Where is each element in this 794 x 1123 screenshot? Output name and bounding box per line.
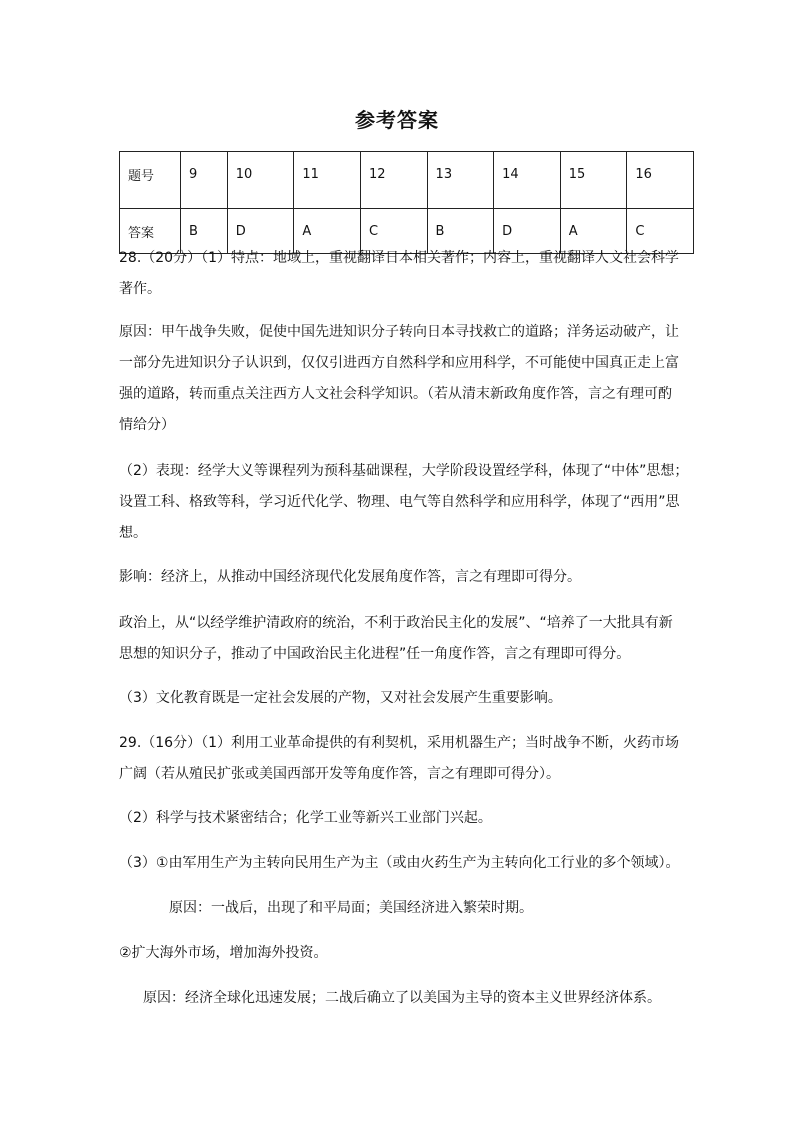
q28-part2	[119, 456, 694, 549]
text-line: 思想的知识分子，推动了中国政治民主化进程”任一角度作答，言之有理即可得分。	[119, 646, 631, 662]
table-cell: D	[494, 209, 561, 254]
text-line: 设置工科、格致等科，学习近代化学、物理、电气等自然科学和应用科学，体现了“西用”思	[119, 494, 680, 510]
table-cell: A	[294, 209, 361, 254]
text-line: （2）科学与技术紧密结合；化学工业等新兴工业部门兴起。	[119, 810, 492, 826]
table-cell: 16	[627, 152, 694, 209]
table-cell: B	[427, 209, 494, 254]
text-line: 广阔（若从殖民扩张或美国西部开发等角度作答，言之有理即可得分）。	[119, 766, 560, 782]
table-row-question-numbers	[120, 152, 694, 209]
table-cell: C	[627, 209, 694, 254]
q29-part2	[119, 803, 694, 834]
q29-part3-reason-1	[169, 893, 744, 924]
q28-reason	[119, 317, 694, 441]
q29-part3-item-2	[119, 938, 694, 969]
text-line: ②扩大海外市场，增加海外投资。	[119, 945, 328, 961]
table-cell: 15	[560, 152, 627, 209]
text-line: 想。	[119, 525, 147, 541]
q29-part1	[119, 728, 694, 790]
page-title: 参考答案	[355, 108, 439, 132]
text-line: 一部分先进知识分子认识到，仅仅引进西方自然科学和应用科学，不可能使中国真正走上富	[119, 355, 679, 371]
table-cell: D	[227, 209, 294, 254]
text-line: 著作。	[119, 281, 161, 297]
table-cell: 11	[294, 152, 361, 209]
table-cell: 9	[181, 152, 228, 209]
q28-part1	[119, 243, 694, 305]
table-cell: A	[560, 209, 627, 254]
table-cell: 13	[427, 152, 494, 209]
text-line: 情给分）	[119, 417, 175, 433]
q28-politics	[119, 608, 694, 670]
q29-part3-reason-2	[143, 983, 718, 1014]
q29-part3	[119, 848, 694, 879]
text-line: 强的道路，转而重点关注西方人文社会科学知识。（若从清末新政角度作答，言之有理可酌	[119, 386, 672, 402]
table-header-answer: 答案	[120, 209, 181, 254]
q28-part3	[119, 683, 694, 714]
answer-table	[119, 151, 694, 254]
table-cell: B	[181, 209, 228, 254]
table-header-question-number: 题号	[120, 152, 181, 209]
text-line: 原因：一战后，出现了和平局面；美国经济进入繁荣时期。	[169, 900, 533, 916]
text-line: （2）表现：经学大义等课程列为预科基础课程，大学阶段设置经学科，体现了“中体”思想；	[119, 463, 689, 479]
table-cell: 10	[227, 152, 294, 209]
table-cell: 12	[360, 152, 427, 209]
text-line: 28.（20分）（1）特点：地域上，重视翻译日本相关著作；内容上，重视翻译人文社会科学	[119, 250, 679, 266]
table-cell: 14	[494, 152, 561, 209]
text-line: 原因：经济全球化迅速发展；二战后确立了以美国为主导的资本主义世界经济体系。	[143, 990, 661, 1006]
q28-impact	[119, 562, 694, 593]
text-line: 影响：经济上，从推动中国经济现代化发展角度作答，言之有理即可得分。	[119, 569, 581, 585]
text-line: （3）文化教育既是一定社会发展的产物，又对社会发展产生重要影响。	[119, 690, 562, 706]
text-line: 29.（16分）（1）利用工业革命提供的有利契机，采用机器生产；当时战争不断，火药市场	[119, 735, 679, 751]
text-line: （3）①由军用生产为主转向民用生产为主（或由火药生产为主转向化工行业的多个领域）。	[119, 855, 680, 871]
table-cell: C	[360, 209, 427, 254]
text-line: 政治上，从“以经学维护清政府的统治，不利于政治民主化的发展”、“培养了一大批具有新	[119, 615, 673, 631]
text-line: 原因：甲午战争失败，促使中国先进知识分子转向日本寻找救亡的道路；洋务运动破产，让	[119, 324, 679, 340]
